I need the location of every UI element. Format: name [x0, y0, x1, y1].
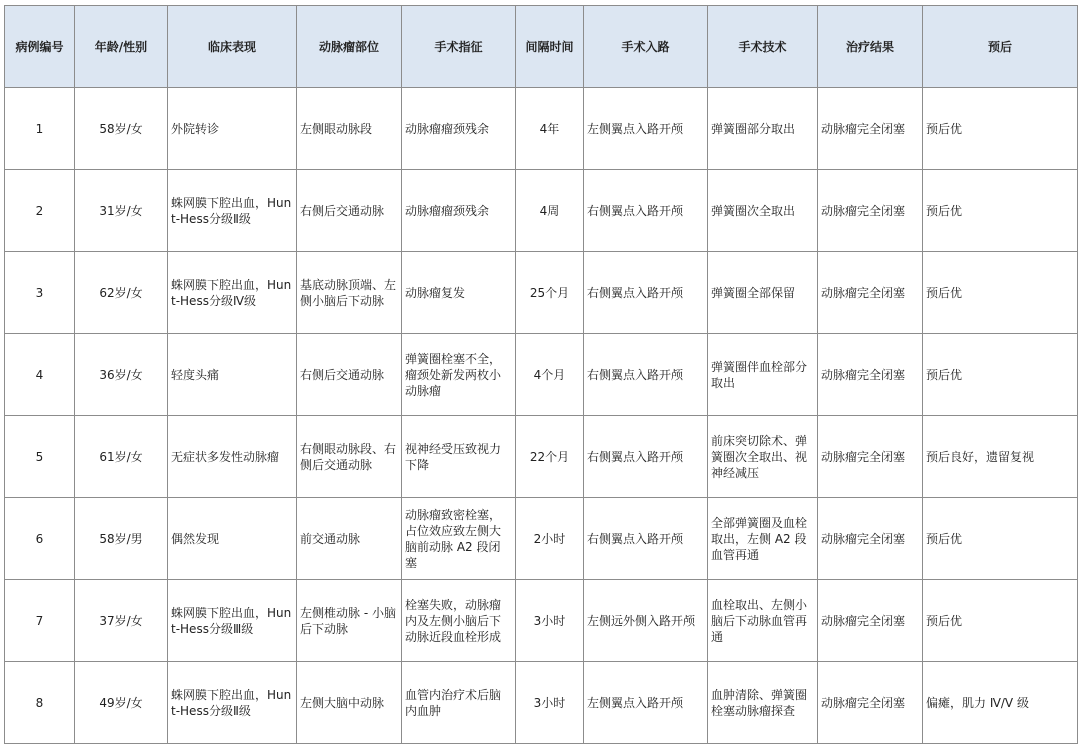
cell-case-id: 5: [5, 416, 75, 498]
cell-clinical: 蛛网膜下腔出血，Hunt-Hess分级Ⅲ级: [168, 580, 297, 662]
header-result: 治疗结果: [818, 6, 923, 88]
table-row: [5, 662, 1078, 744]
cell-age-sex: 37岁/女: [75, 580, 168, 662]
header-age-sex: 年龄/性别: [75, 6, 168, 88]
cell-case-id: 3: [5, 252, 75, 334]
cell-indication: 动脉瘤复发: [402, 252, 516, 334]
table-row: [5, 252, 1078, 334]
cell-age-sex: 62岁/女: [75, 252, 168, 334]
cell-age-sex: 58岁/男: [75, 498, 168, 580]
header-case-id: 病例编号: [5, 6, 75, 88]
cell-approach: 右侧翼点入路开颅: [584, 252, 708, 334]
cell-aneurysm-site: 左侧大脑中动脉: [297, 662, 402, 744]
cell-age-sex: 31岁/女: [75, 170, 168, 252]
cell-aneurysm-site: 基底动脉顶端、左侧小脑后下动脉: [297, 252, 402, 334]
cell-approach: 右侧翼点入路开颅: [584, 498, 708, 580]
cell-aneurysm-site: 前交通动脉: [297, 498, 402, 580]
cell-prognosis: 预后优: [923, 88, 1078, 170]
cell-prognosis: 预后良好，遗留复视: [923, 416, 1078, 498]
cell-case-id: 1: [5, 88, 75, 170]
cell-case-id: 8: [5, 662, 75, 744]
header-clinical: 临床表现: [168, 6, 297, 88]
cell-approach: 右侧翼点入路开颅: [584, 170, 708, 252]
table-row: [5, 580, 1078, 662]
cell-indication: 弹簧圈栓塞不全，瘤颈处新发两枚小动脉瘤: [402, 334, 516, 416]
cell-interval: 2小时: [516, 498, 584, 580]
cell-indication: 血管内治疗术后脑内血肿: [402, 662, 516, 744]
cell-clinical: 外院转诊: [168, 88, 297, 170]
cell-indication: 动脉瘤瘤颈残余: [402, 88, 516, 170]
cell-result: 动脉瘤完全闭塞: [818, 170, 923, 252]
cell-approach: 左侧翼点入路开颅: [584, 88, 708, 170]
cell-prognosis: 预后优: [923, 170, 1078, 252]
cell-approach: 左侧远外侧入路开颅: [584, 580, 708, 662]
table-row: [5, 334, 1078, 416]
header-aneurysm-site: 动脉瘤部位: [297, 6, 402, 88]
cell-interval: 22个月: [516, 416, 584, 498]
cell-interval: 3小时: [516, 580, 584, 662]
table-row: [5, 170, 1078, 252]
cell-interval: 3小时: [516, 662, 584, 744]
table-row: [5, 498, 1078, 580]
cell-clinical: 蛛网膜下腔出血，Hunt-Hess分级Ⅱ级: [168, 662, 297, 744]
cell-prognosis: 预后优: [923, 334, 1078, 416]
cell-clinical: 蛛网膜下腔出血，Hunt-Hess分级Ⅳ级: [168, 252, 297, 334]
cell-technique: 全部弹簧圈及血栓取出，左侧 A2 段血管再通: [708, 498, 818, 580]
table-row: [5, 416, 1078, 498]
cell-technique: 弹簧圈伴血栓部分取出: [708, 334, 818, 416]
cell-clinical: 轻度头痛: [168, 334, 297, 416]
cell-result: 动脉瘤完全闭塞: [818, 88, 923, 170]
header-approach: 手术入路: [584, 6, 708, 88]
cell-indication: 动脉瘤瘤颈残余: [402, 170, 516, 252]
header-prognosis: 预后: [923, 6, 1078, 88]
table-header-row: [5, 6, 1078, 88]
cell-clinical: 蛛网膜下腔出血，Hunt-Hess分级Ⅱ级: [168, 170, 297, 252]
cell-technique: 弹簧圈次全取出: [708, 170, 818, 252]
header-technique: 手术技术: [708, 6, 818, 88]
cell-prognosis: 预后优: [923, 252, 1078, 334]
cell-technique: 弹簧圈全部保留: [708, 252, 818, 334]
cell-technique: 血肿清除、弹簧圈栓塞动脉瘤探查: [708, 662, 818, 744]
cell-aneurysm-site: 右侧眼动脉段、右侧后交通动脉: [297, 416, 402, 498]
table-row: [5, 88, 1078, 170]
cell-technique: 弹簧圈部分取出: [708, 88, 818, 170]
cell-technique: 血栓取出、左侧小脑后下动脉血管再通: [708, 580, 818, 662]
cell-result: 动脉瘤完全闭塞: [818, 662, 923, 744]
cell-indication: 栓塞失败，动脉瘤内及左侧小脑后下动脉近段血栓形成: [402, 580, 516, 662]
cell-interval: 4年: [516, 88, 584, 170]
cell-result: 动脉瘤完全闭塞: [818, 252, 923, 334]
cell-result: 动脉瘤完全闭塞: [818, 334, 923, 416]
cell-result: 动脉瘤完全闭塞: [818, 498, 923, 580]
case-table: [4, 5, 1078, 744]
cell-technique: 前床突切除术、弹簧圈次全取出、视神经减压: [708, 416, 818, 498]
cell-approach: 右侧翼点入路开颅: [584, 416, 708, 498]
cell-prognosis: 预后优: [923, 580, 1078, 662]
cell-interval: 25个月: [516, 252, 584, 334]
cell-age-sex: 49岁/女: [75, 662, 168, 744]
cell-approach: 左侧翼点入路开颅: [584, 662, 708, 744]
cell-clinical: 偶然发现: [168, 498, 297, 580]
cell-prognosis: 预后优: [923, 498, 1078, 580]
cell-case-id: 2: [5, 170, 75, 252]
cell-age-sex: 61岁/女: [75, 416, 168, 498]
cell-result: 动脉瘤完全闭塞: [818, 416, 923, 498]
case-table-container: [4, 5, 1078, 744]
cell-indication: 动脉瘤致密栓塞，占位效应致左侧大脑前动脉 A2 段闭塞: [402, 498, 516, 580]
cell-aneurysm-site: 左侧眼动脉段: [297, 88, 402, 170]
cell-prognosis: 偏瘫，肌力 Ⅳ/Ⅴ 级: [923, 662, 1078, 744]
cell-indication: 视神经受压致视力下降: [402, 416, 516, 498]
cell-interval: 4周: [516, 170, 584, 252]
cell-case-id: 6: [5, 498, 75, 580]
cell-case-id: 7: [5, 580, 75, 662]
cell-result: 动脉瘤完全闭塞: [818, 580, 923, 662]
header-interval: 间隔时间: [516, 6, 584, 88]
header-indication: 手术指征: [402, 6, 516, 88]
cell-aneurysm-site: 左侧椎动脉 - 小脑后下动脉: [297, 580, 402, 662]
cell-age-sex: 36岁/女: [75, 334, 168, 416]
cell-age-sex: 58岁/女: [75, 88, 168, 170]
cell-aneurysm-site: 右侧后交通动脉: [297, 170, 402, 252]
cell-approach: 右侧翼点入路开颅: [584, 334, 708, 416]
cell-case-id: 4: [5, 334, 75, 416]
cell-aneurysm-site: 右侧后交通动脉: [297, 334, 402, 416]
cell-interval: 4个月: [516, 334, 584, 416]
cell-clinical: 无症状多发性动脉瘤: [168, 416, 297, 498]
